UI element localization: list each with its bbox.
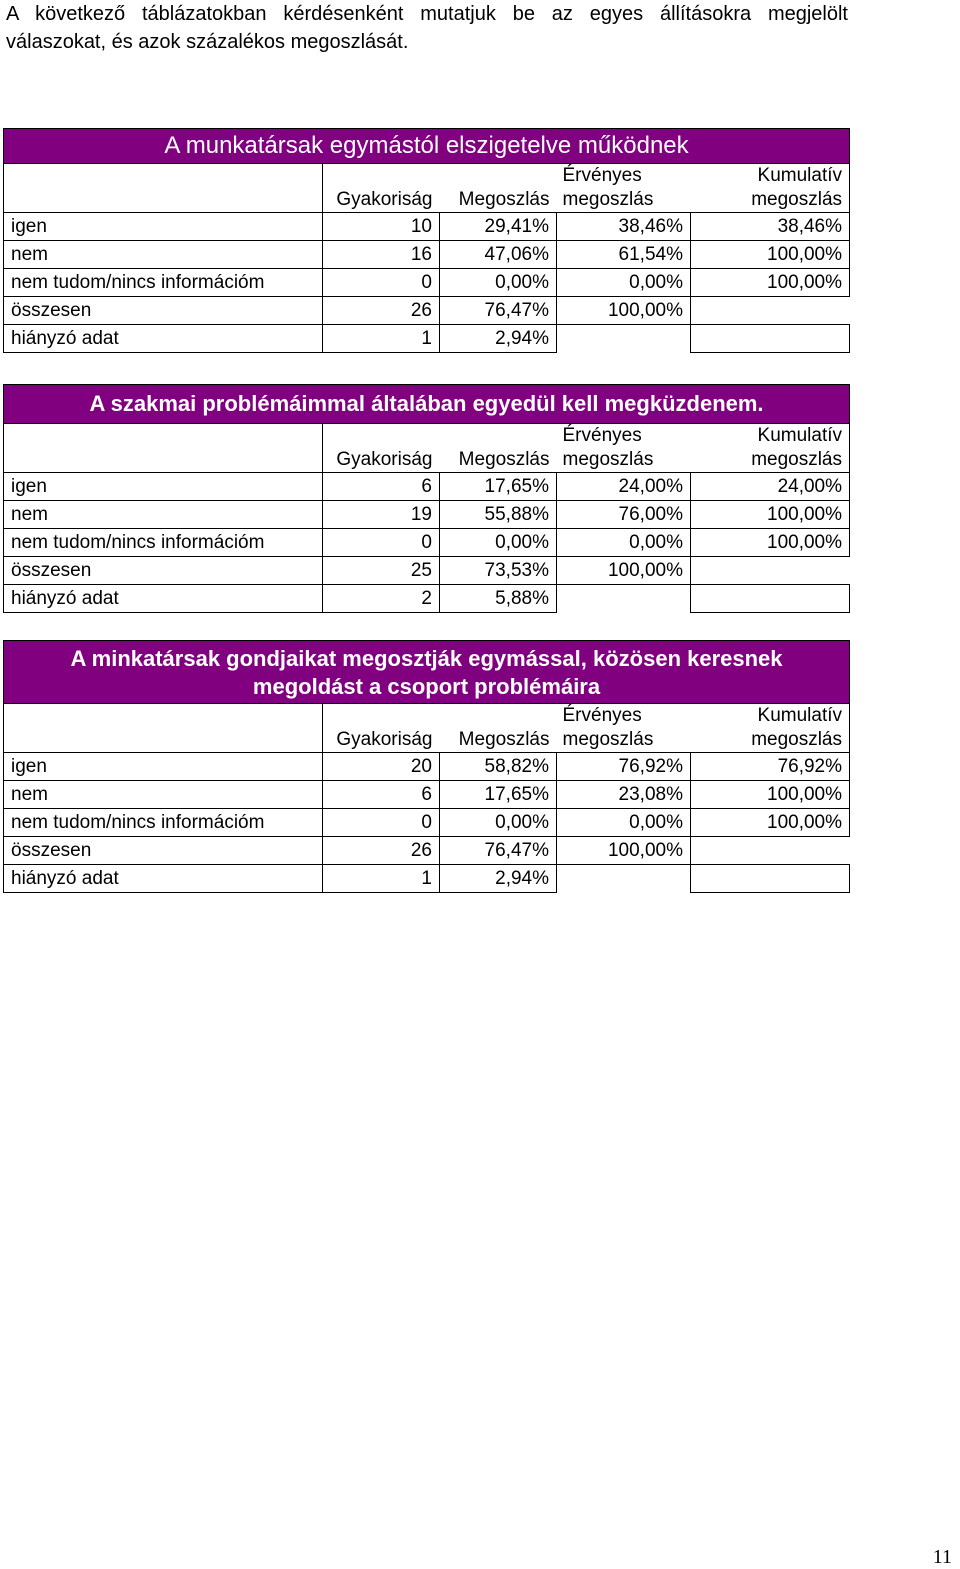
row-valid: 24,00% [557, 473, 691, 501]
header-cumulative [691, 164, 850, 213]
row-frequency: 0 [323, 529, 440, 557]
row-label: nem tudom/nincs információm [4, 529, 323, 557]
row-frequency: 6 [323, 473, 440, 501]
row-share: 55,88% [440, 501, 557, 529]
table-row [4, 501, 850, 529]
row-cumulative [691, 865, 850, 893]
row-cumulative [691, 585, 850, 613]
table-row [4, 753, 850, 781]
row-label: hiányzó adat [4, 325, 323, 353]
row-cumulative: 100,00% [691, 809, 850, 837]
table-row [4, 837, 850, 865]
row-frequency: 6 [323, 781, 440, 809]
row-valid: 0,00% [557, 269, 691, 297]
header-cumulative-line1: Kumulatív [757, 705, 843, 726]
row-frequency: 1 [323, 865, 440, 893]
row-valid [557, 325, 691, 353]
header-share: Megoszlás [440, 704, 557, 753]
intro-paragraph [6, 0, 848, 56]
row-valid: 23,08% [557, 781, 691, 809]
header-valid [557, 164, 691, 213]
header-valid-line1: Érvényes [562, 705, 642, 726]
row-valid: 100,00% [557, 837, 691, 865]
row-valid: 76,00% [557, 501, 691, 529]
table-row [4, 241, 850, 269]
row-share: 0,00% [440, 809, 557, 837]
row-frequency: 10 [323, 213, 440, 241]
row-cumulative: 100,00% [691, 241, 850, 269]
header-cumulative-line1: Kumulatív [757, 425, 843, 446]
row-label: nem tudom/nincs információm [4, 269, 323, 297]
table-row [4, 529, 850, 557]
row-share: 0,00% [440, 529, 557, 557]
table-row [4, 781, 850, 809]
row-share: 47,06% [440, 241, 557, 269]
header-valid [557, 704, 691, 753]
column-header-row [4, 704, 850, 753]
row-label: igen [4, 473, 323, 501]
table-row [4, 557, 850, 585]
header-cumulative-line2: megoszlás [751, 729, 843, 750]
row-valid [557, 865, 691, 893]
header-share: Megoszlás [440, 164, 557, 213]
row-label: hiányzó adat [4, 865, 323, 893]
row-share: 2,94% [440, 325, 557, 353]
row-share: 2,94% [440, 865, 557, 893]
table-alone-problems [3, 384, 850, 613]
header-valid-line2: megoszlás [562, 449, 654, 470]
header-cumulative-line1: Kumulatív [757, 165, 843, 186]
row-label: nem [4, 501, 323, 529]
row-cumulative: 100,00% [691, 781, 850, 809]
row-valid: 76,92% [557, 753, 691, 781]
row-share: 76,47% [440, 297, 557, 325]
intro-line-1: A következő táblázatokban kérdésenként mutatjuk be az egyes állításokra megjelölt [6, 3, 848, 25]
table-title-line1: A minkatársak gondjaikat megosztják egymással, közösen keresnek [70, 646, 783, 671]
header-valid-line1: Érvényes [562, 165, 642, 186]
table-row [4, 213, 850, 241]
table-shared-concerns [3, 640, 850, 893]
row-cumulative [691, 837, 850, 865]
row-label: nem [4, 781, 323, 809]
table-row [4, 865, 850, 893]
header-cumulative-line2: megoszlás [751, 449, 843, 470]
row-valid: 61,54% [557, 241, 691, 269]
header-frequency: Gyakoriság [323, 424, 440, 473]
row-valid: 100,00% [557, 297, 691, 325]
row-frequency: 16 [323, 241, 440, 269]
table-row [4, 297, 850, 325]
row-frequency: 26 [323, 837, 440, 865]
table-row [4, 809, 850, 837]
row-share: 5,88% [440, 585, 557, 613]
row-cumulative: 100,00% [691, 529, 850, 557]
column-header-row [4, 164, 850, 213]
row-frequency: 2 [323, 585, 440, 613]
header-cumulative-line2: megoszlás [751, 189, 843, 210]
header-empty [4, 424, 323, 473]
row-share: 29,41% [440, 213, 557, 241]
table-title [4, 641, 850, 704]
row-share: 0,00% [440, 269, 557, 297]
header-cumulative [691, 424, 850, 473]
row-label: igen [4, 213, 323, 241]
header-frequency: Gyakoriság [323, 164, 440, 213]
row-label: igen [4, 753, 323, 781]
header-valid-line1: Érvényes [562, 425, 642, 446]
row-frequency: 19 [323, 501, 440, 529]
row-valid: 100,00% [557, 557, 691, 585]
row-label: nem [4, 241, 323, 269]
row-label: összesen [4, 557, 323, 585]
table-title: A szakmai problémáimmal általában egyedül kell megküzdenem. [4, 385, 850, 424]
table-row [4, 325, 850, 353]
row-valid: 38,46% [557, 213, 691, 241]
table-row [4, 473, 850, 501]
row-label: összesen [4, 297, 323, 325]
row-frequency: 20 [323, 753, 440, 781]
row-cumulative: 24,00% [691, 473, 850, 501]
table-row [4, 269, 850, 297]
table-title-line2: megoldást a csoport problémáira [252, 674, 601, 699]
header-valid [557, 424, 691, 473]
row-share: 17,65% [440, 781, 557, 809]
row-cumulative [691, 557, 850, 585]
row-share: 58,82% [440, 753, 557, 781]
header-valid-line2: megoszlás [562, 729, 654, 750]
row-label: hiányzó adat [4, 585, 323, 613]
row-frequency: 26 [323, 297, 440, 325]
row-frequency: 0 [323, 809, 440, 837]
header-share: Megoszlás [440, 424, 557, 473]
header-empty [4, 164, 323, 213]
row-cumulative [691, 297, 850, 325]
row-share: 17,65% [440, 473, 557, 501]
intro-line-2: válaszokat, és azok százalékos megoszlását. [6, 31, 409, 53]
row-frequency: 0 [323, 269, 440, 297]
row-valid: 0,00% [557, 529, 691, 557]
table-row [4, 585, 850, 613]
header-frequency: Gyakoriság [323, 704, 440, 753]
row-cumulative: 76,92% [691, 753, 850, 781]
row-share: 76,47% [440, 837, 557, 865]
header-cumulative [691, 704, 850, 753]
row-share: 73,53% [440, 557, 557, 585]
table-title: A munkatársak egymástól elszigetelve működnek [4, 129, 850, 164]
row-frequency: 1 [323, 325, 440, 353]
row-cumulative: 38,46% [691, 213, 850, 241]
row-valid: 0,00% [557, 809, 691, 837]
row-label: összesen [4, 837, 323, 865]
header-empty [4, 704, 323, 753]
column-header-row [4, 424, 850, 473]
row-frequency: 25 [323, 557, 440, 585]
row-valid [557, 585, 691, 613]
page-number: 11 [932, 1546, 952, 1568]
row-label: nem tudom/nincs információm [4, 809, 323, 837]
row-cumulative: 100,00% [691, 501, 850, 529]
table-isolation [3, 128, 850, 353]
row-cumulative: 100,00% [691, 269, 850, 297]
header-valid-line2: megoszlás [562, 189, 654, 210]
row-cumulative [691, 325, 850, 353]
